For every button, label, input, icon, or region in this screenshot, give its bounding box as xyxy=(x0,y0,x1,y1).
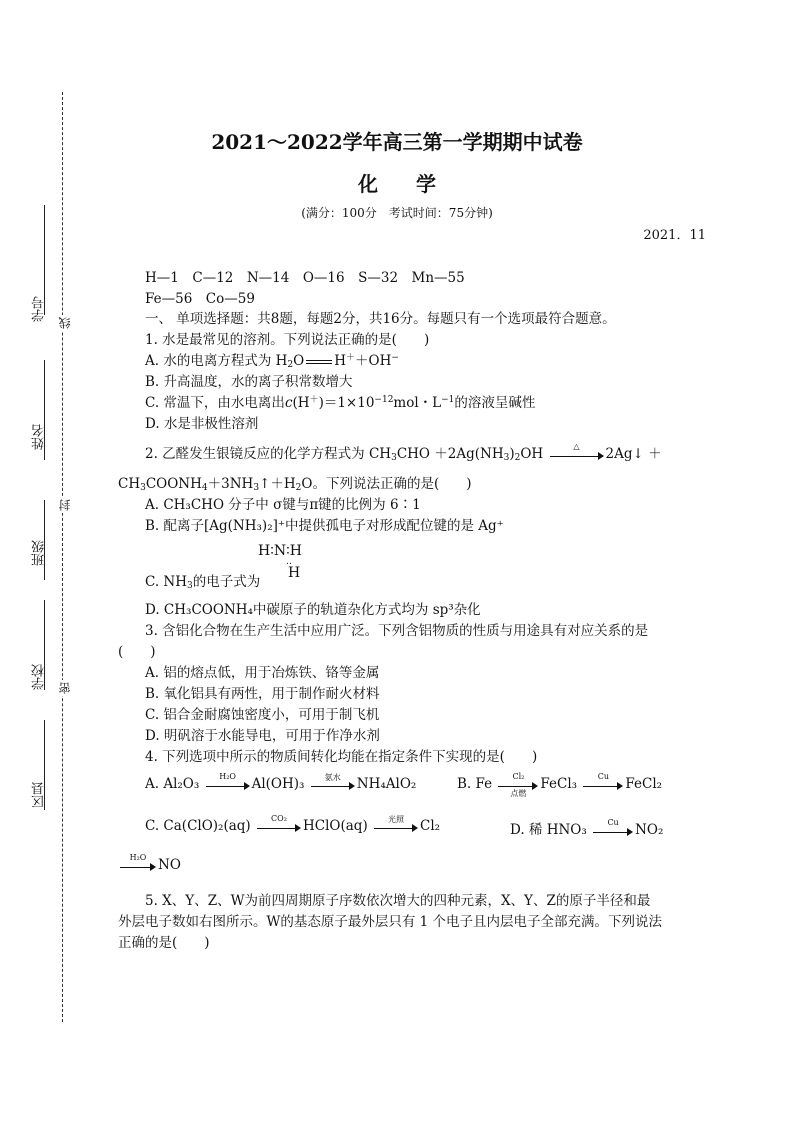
reaction-arrow: Cu xyxy=(583,778,623,792)
q4-stem: 4. 下列选项中所示的物质间转化均能在指定条件下实现的是( ) xyxy=(145,749,538,765)
q4-option-a: A. Al₂O₃ H₂O Al(OH)₃ 氨水 NH₄AlO₂ xyxy=(145,771,417,792)
scoring-info: (满分：100分 考试时间：75分钟) xyxy=(301,206,493,220)
q3-stem-cont: ( ) xyxy=(118,644,156,660)
q1-option-c: C. 常温下，由水电离出$c(H^+)=1\times 10^{-12}mol$・$L^{-1}$的溶液呈碱性 xyxy=(145,395,536,411)
equals-sign xyxy=(306,360,332,364)
ammonia-lewis-structure: H∶N∶H ‥ H xyxy=(258,543,302,581)
q1-option-b: B. 升高温度，水的离子积常数增大 xyxy=(145,374,353,390)
lewis-bottom-h: H xyxy=(288,565,301,581)
exam-date: 2021．11 xyxy=(643,228,706,243)
reaction-arrow: CO₂ xyxy=(257,820,301,834)
q5-stem-line2: 外层电子数如右图所示。W的基态原子最外层只有 1 个电子且内层电子全部充满。下列说法 xyxy=(118,914,663,930)
q2-option-d: D. CH₃COONH₄中碳原子的轨道杂化方式均为 sp³杂化 xyxy=(145,602,481,618)
q3-stem: 3. 含铝化合物在生产生活中应用广泛。下列含铝物质的性质与用途具有对应关系的是 xyxy=(145,623,649,639)
q3-option-a: A. 铝的熔点低，用于冶炼铁、铬等金属 xyxy=(145,665,380,681)
q2-option-a: A. CH₃CHO 分子中 σ键与π键的比例为 6∶1 xyxy=(145,497,421,513)
q5-stem-line1: 5. X、Y、Z、W为前四周期原子序数依次增大的四种元素，X、Y、Z的原子半径和最 xyxy=(145,893,651,909)
q5-stem-line3: 正确的是( ) xyxy=(118,935,210,951)
q2-stem: 2. 乙醛发生银镜反应的化学方程式为 $CH_3CHO +2Ag(NH_3)_2OH$ △ 2Ag↓ ＋ xyxy=(145,441,662,463)
q1-stem: 1. 水是最常见的溶剂。下列说法正确的是( ) xyxy=(145,332,430,348)
student-id-label: 学号 xyxy=(32,296,47,322)
q3-option-b: B. 氧化铝具有两性，用于制作耐火材料 xyxy=(145,686,380,702)
q3-option-d: D. 明矾溶于水能导电，可用于作净水剂 xyxy=(145,728,380,744)
reaction-arrow: Cl₂ 点燃 xyxy=(498,778,538,792)
cut-word-line: 线 xyxy=(58,317,72,329)
q2-option-c: C. $NH_3$的电子式为 xyxy=(145,574,261,591)
atomic-masses-line1: H—1 C—12 N—14 O—16 S—32 Mn—55 xyxy=(145,270,465,286)
cut-word-seal: 封 xyxy=(58,499,72,511)
q1-option-d: D. 水是非极性溶剂 xyxy=(145,416,259,432)
q2-option-b: B. 配离子[Ag(NH₃)₂]⁺中提供孤电子对形成配位键的是 Ag⁺ xyxy=(145,518,504,534)
cut-word-secret: 密 xyxy=(58,682,72,694)
q4-option-c: C. Ca(ClO)₂(aq) CO₂ HClO(aq) 光照 Cl₂ xyxy=(145,813,441,834)
q4-option-d-cont: H₂O NO xyxy=(118,857,181,873)
school-label: 学校 xyxy=(32,664,47,690)
binding-dashed-line xyxy=(62,92,63,1022)
lewis-top-row: H∶N∶H xyxy=(258,543,302,559)
district-label: 区县 xyxy=(32,782,47,808)
q4-option-d: D. 稀 HNO₃ Cu NO₂ xyxy=(510,817,664,838)
class-label: 班级 xyxy=(32,540,47,566)
reaction-arrow: H₂O xyxy=(120,859,156,873)
q2-stem-line2: $CH_3COONH_4+3NH_3↑+H_2O$。下列说法正确的是( ) xyxy=(118,476,472,493)
reaction-arrow: 光照 xyxy=(374,820,418,834)
reaction-arrow: H₂O xyxy=(206,778,250,792)
reaction-arrow: △ xyxy=(550,448,604,462)
exam-title: 2021～2022学年高三第一学期期中试卷 xyxy=(211,130,583,154)
subject-title: 化学 xyxy=(358,172,474,196)
name-label: 姓名 xyxy=(32,424,47,450)
q3-option-c: C. 铝合金耐腐蚀密度小，可用于制飞机 xyxy=(145,707,380,723)
atomic-masses-line2: Fe—56 Co—59 xyxy=(145,291,255,307)
reaction-arrow: 氨水 xyxy=(311,778,355,792)
reaction-arrow: Cu xyxy=(593,824,633,838)
section-1-heading: 一、 单项选择题：共8题，每题2分，共16分。每题只有一个选项最符合题意。 xyxy=(145,311,616,327)
q1-option-a: A. 水的电离方程式为 $H_2O$ H＋＋OH− xyxy=(145,353,399,370)
q4-option-b: B. Fe Cl₂ 点燃 FeCl₃ Cu FeCl₂ xyxy=(457,771,663,798)
